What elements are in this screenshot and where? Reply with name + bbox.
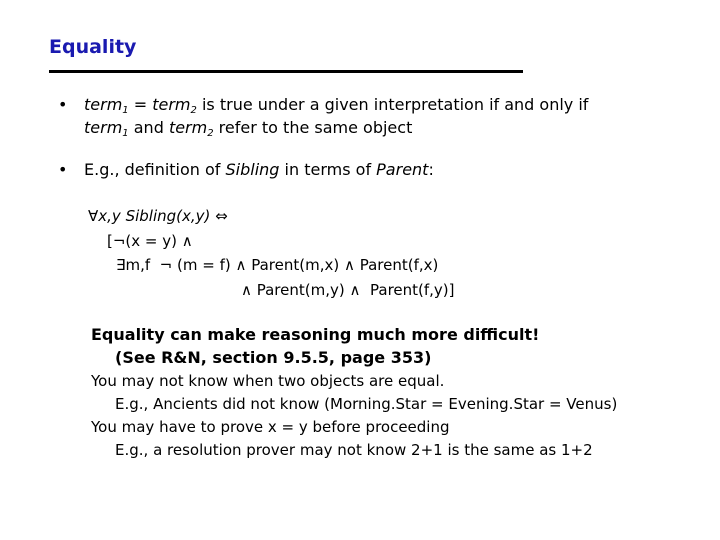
- bullet-text: refer to the same object: [213, 118, 413, 137]
- formula-line-2: [¬(x = y) ∧: [107, 232, 193, 250]
- formula-line-4: ∧ Parent(m,y) ∧ Parent(f,y)]: [241, 281, 455, 299]
- bullet-text: is true under a given interpretation if and only if: [196, 95, 589, 114]
- bullet-text: :: [428, 160, 434, 179]
- bullet-text: in terms of: [279, 160, 377, 179]
- term-word: term: [84, 95, 123, 114]
- bullet-text: E.g., definition of: [84, 160, 226, 179]
- formula-sibling: Sibling(x,y): [125, 207, 211, 225]
- note-resolution-example: E.g., a resolution prover may not know 2+1 is the same as 1+2: [115, 441, 593, 459]
- equals-sign: =: [128, 95, 153, 114]
- subscript: 2: [190, 105, 197, 116]
- formula-quantifier: ∀x,y: [88, 207, 126, 225]
- subscript: 1: [122, 105, 129, 116]
- note-reference: (See R&N, section 9.5.5, page 353): [115, 348, 432, 367]
- bullet-icon: •: [58, 95, 68, 114]
- title-underline: [49, 70, 523, 73]
- note-unknown-equal: You may not know when two objects are equal.: [91, 372, 445, 390]
- bullet-icon: •: [58, 160, 68, 179]
- note-difficulty: Equality can make reasoning much more difficult!: [91, 325, 540, 344]
- formula-iff: ⇔: [210, 207, 228, 225]
- note-prove-equality: You may have to prove x = y before proceeding: [91, 418, 450, 436]
- formula-line-3: ∃m,f ¬ (m = f) ∧ Parent(m,x) ∧ Parent(f,x): [116, 256, 439, 274]
- term-word: term: [84, 118, 123, 137]
- term-word: term: [168, 118, 208, 137]
- parent-word: Parent: [376, 160, 429, 179]
- subscript: 2: [207, 128, 214, 139]
- formula-line-1: [88, 207, 228, 225]
- bullet-text: and: [128, 118, 169, 137]
- slide-title: Equality: [49, 36, 137, 58]
- bullet-line-2: [84, 116, 412, 146]
- subscript: 1: [122, 128, 129, 139]
- bullet-line: [84, 158, 434, 182]
- term-word: term: [152, 95, 191, 114]
- note-ancients-example: E.g., Ancients did not know (Morning.Star = Evening.Star = Venus): [115, 395, 618, 413]
- sibling-word: Sibling: [225, 160, 280, 179]
